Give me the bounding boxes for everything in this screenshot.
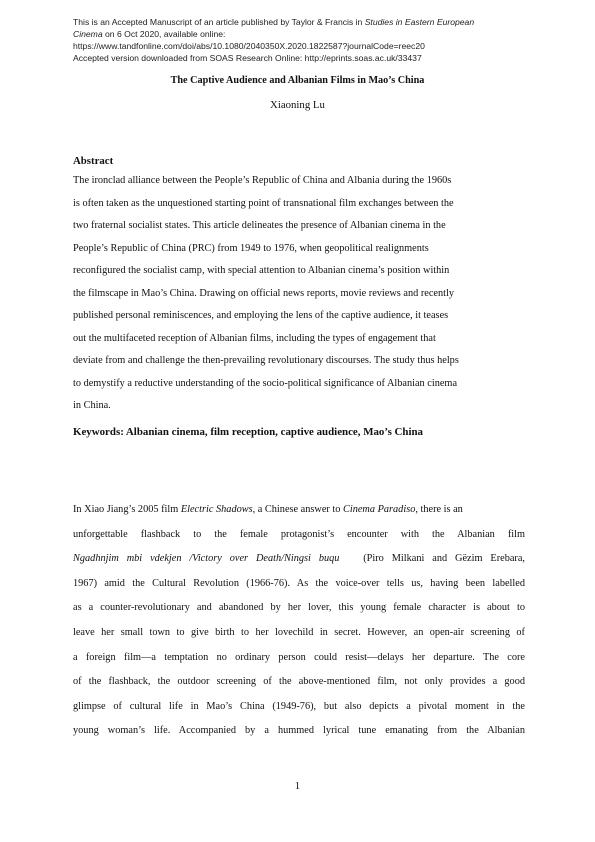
keywords-line: Keywords: Albanian cinema, film reception, captive audience, Mao’s China [73, 426, 423, 438]
abstract-line: to demystify a reductive understanding of the socio-political significance of Albanian cinema [73, 377, 458, 389]
page-number: 1 [294, 780, 301, 792]
body-line: young woman’s life. Accompanied by a hummed lyrical tune emanating from the Albanian [73, 725, 525, 737]
body-line: glimpse of cultural life in Mao’s China (1949-76), but also depicts a pivotal moment in the [73, 700, 525, 712]
abstract-line: the filmscape in Mao’s China. Drawing on official news reports, movie reviews and recently [73, 287, 454, 299]
abstract-heading: Abstract [73, 155, 114, 167]
film-title: Cinema Paradiso [342, 504, 416, 515]
body-text-run: (Piro Milkani and Gëzim Erebara, [363, 553, 525, 565]
body-text-run: In Xiao Jiang’s 2005 film [73, 504, 181, 515]
abstract-line: in China. [73, 400, 111, 411]
abstract-line: is often taken as the unquestioned starting point of transnational film exchanges between the [73, 197, 454, 209]
abstract-line: out the multifaceted reception of Albanian films, including the types of engagement that [73, 332, 436, 344]
body-text-run: , there is an [415, 504, 463, 515]
body-paragraph [73, 498, 525, 744]
body-line: as a counter-revolutionary and abandoned by her lover, this young female character is about to [73, 602, 525, 614]
author-name: Xiaoning Lu [270, 99, 325, 111]
film-title: Electric Shadows [180, 504, 253, 515]
paper-title: The Captive Audience and Albanian Films in Mao’s China [170, 75, 425, 86]
abstract-line: reconfigured the socialist camp, with special attention to Albanian cinema’s position within [73, 265, 450, 276]
body-line [73, 498, 525, 523]
body-line: of the flashback, the outdoor screening of the above-mentioned film, not only provides a good [73, 676, 525, 688]
manuscript-notice [73, 16, 543, 64]
notice-line-2 [73, 28, 543, 40]
notice-text: This is an Accepted Manuscript of an article published by Taylor & Francis in [73, 17, 363, 27]
body-line: leave her small town to give birth to her lovechild in secret. However, an open-air screening of [73, 626, 525, 638]
notice-doi-link[interactable]: https://www.tandfonline.com/doi/abs/10.1080/2040350X.2020.1822587?journalCode=reec20 [73, 41, 425, 51]
journal-name-cont: Cinema [73, 29, 103, 39]
abstract-line: two fraternal socialist states. This article delineates the presence of Albanian cinema in the [73, 220, 446, 231]
body-text-run: , a Chinese answer to [252, 504, 343, 515]
abstract-line: published personal reminiscences, and employing the lens of the captive audience, it teases [73, 310, 449, 321]
abstract-line: deviate from and challenge the then-prevailing revolutionary discourses. The study thus helps [73, 355, 459, 366]
notice-repository-line: Accepted version downloaded from SOAS Research Online: http://eprints.soas.ac.uk/33437 [73, 53, 422, 63]
notice-date: on 6 Oct 2020, available online: [105, 29, 226, 39]
abstract-line: People’s Republic of China (PRC) from 1949 to 1976, when geopolitical realignments [73, 242, 429, 254]
body-line: a foreign film—a temptation no ordinary person could resist—delays her departure. The core [73, 651, 525, 663]
body-line: unforgettable flashback to the female protagonist’s encounter with the Albanian film [73, 528, 525, 540]
body-line: 1967) amid the Cultural Revolution (1966-76). As the voice-over tells us, having been labelled [73, 577, 525, 589]
abstract-body [73, 170, 533, 418]
film-title: Ngadhnjim mbi vdekjen /Victory over Death/Ningsi buqu [73, 553, 340, 565]
abstract-line: The ironclad alliance between the People’s Republic of China and Albania during the 1960s [73, 175, 452, 186]
notice-line-1 [73, 16, 543, 28]
body-line [73, 547, 525, 572]
journal-name: Studies in Eastern European [364, 17, 475, 27]
